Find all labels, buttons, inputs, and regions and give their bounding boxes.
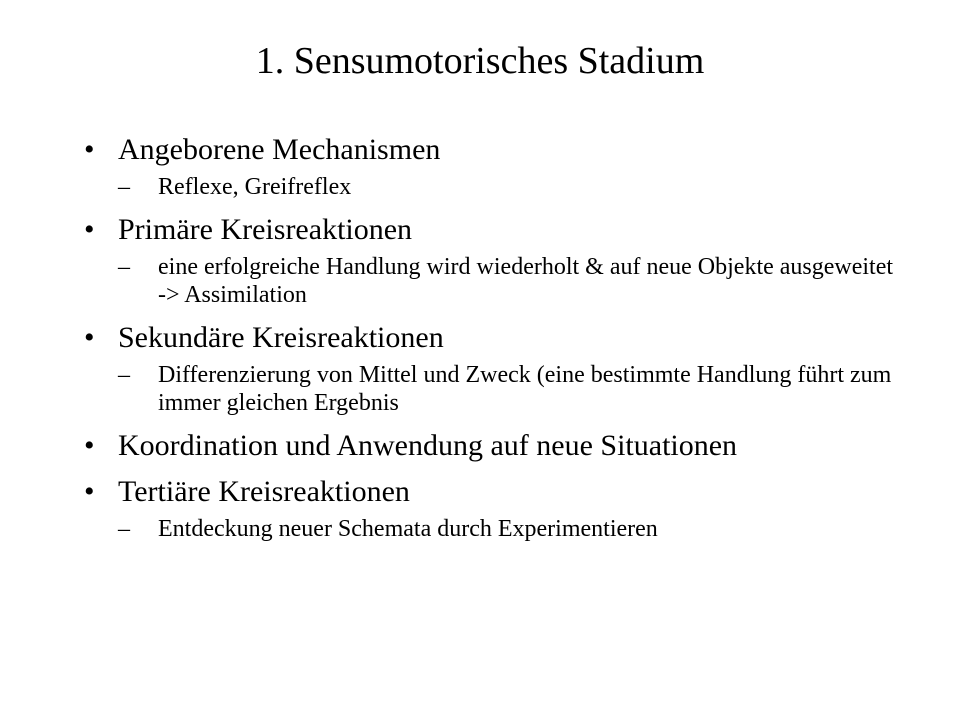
dash-icon: – bbox=[118, 174, 130, 200]
list-item-sekundaere-kreisreaktionen bbox=[80, 321, 900, 417]
sub-item-text: Reflexe, Greifreflex bbox=[158, 174, 352, 200]
sub-item-text: Differenzierung von Mittel und Zweck (eine bestimmte Handlung führt zum immer gleichen Ergebnis bbox=[158, 362, 892, 416]
bullet-icon: • bbox=[84, 213, 95, 246]
list-item-koordination bbox=[80, 429, 900, 463]
sub-item-text: Entdeckung neuer Schemata durch Experimentieren bbox=[158, 516, 658, 542]
sub-item bbox=[118, 173, 900, 201]
bullet-list bbox=[80, 133, 900, 543]
sub-item bbox=[118, 361, 900, 417]
sub-item bbox=[118, 253, 900, 309]
bullet-icon: • bbox=[84, 475, 95, 508]
list-item-primaere-kreisreaktionen bbox=[80, 213, 900, 309]
list-item-text: Primäre Kreisreaktionen bbox=[118, 213, 413, 246]
dash-icon: – bbox=[118, 516, 130, 542]
list-item-angeborene-mechanismen bbox=[80, 133, 900, 201]
bullet-icon: • bbox=[84, 133, 95, 166]
bullet-icon: • bbox=[84, 321, 95, 354]
dash-icon: – bbox=[118, 254, 130, 280]
sub-item bbox=[118, 515, 900, 543]
slide-title: 1. Sensumotorisches Stadium bbox=[255, 40, 705, 82]
list-item-tertiaere-kreisreaktionen bbox=[80, 475, 900, 543]
sub-item-text: eine erfolgreiche Handlung wird wiederholt & auf neue Objekte ausgeweitet -> Assimilation bbox=[158, 254, 894, 308]
list-item-text: Sekundäre Kreisreaktionen bbox=[118, 321, 444, 354]
list-item-text: Tertiäre Kreisreaktionen bbox=[118, 475, 410, 508]
dash-icon: – bbox=[118, 362, 130, 388]
list-item-text: Angeborene Mechanismen bbox=[118, 133, 441, 166]
bullet-icon: • bbox=[84, 429, 95, 462]
list-item-text: Koordination und Anwendung auf neue Situationen bbox=[118, 429, 738, 462]
